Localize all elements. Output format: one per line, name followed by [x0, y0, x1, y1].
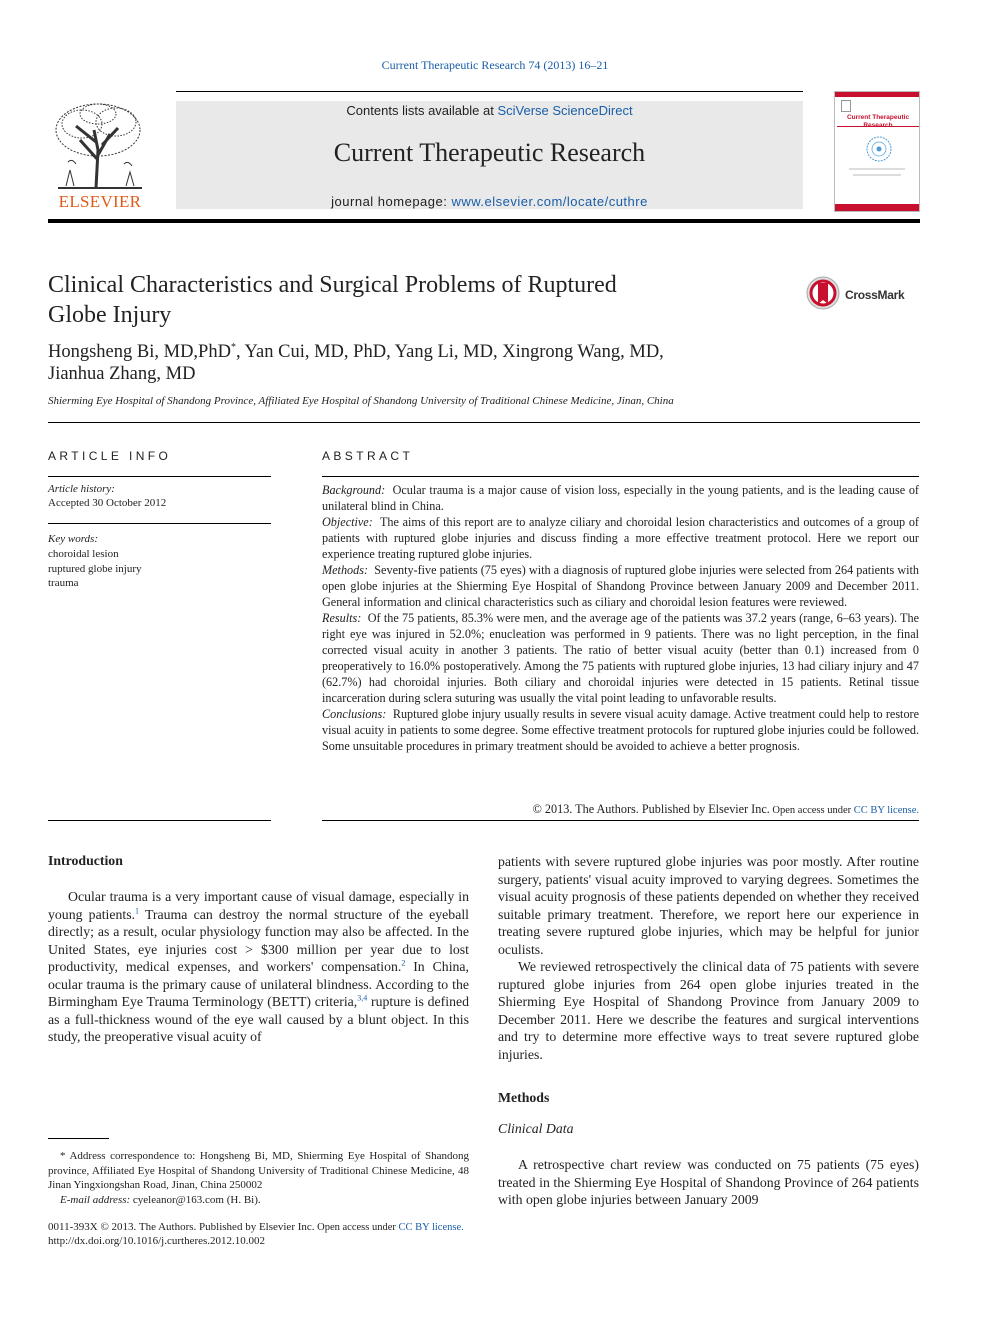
header-rule [48, 219, 920, 223]
methods-text: A retrospective chart review was conducted on 75 patients (75 eyes) treated in the Shierming Eye Hospital of Shandong Province of 264 patients with open globe injuries between January 2009 [498, 1157, 919, 1207]
email-label: E-mail address: [60, 1193, 131, 1206]
introduction-continued-text: patients with severe ruptured globe injuries was poor mostly. After routine surgery, patients' visual acuity improved to varying degrees. Sometimes the visual acuity prognosis of these patients depended on whether they received suitable primary treatment. Therefore, we report here our experience in treating severe ruptured globe injuries, which may be helpful for junior oculists. We reviewed retrospectively the clinical data of 75 patients with severe ruptured globe injuries from 264 open globe injuries treated in the Shierming Eye Hospital of Shandong Province from January 2009 to December 2011. Here we describe the features and surgical interventions and try to determine more effective ways to treat severe ruptured globe injuries. [498, 854, 919, 1062]
author-names: Jianhua Zhang, MD [48, 364, 196, 384]
keyword: trauma [48, 577, 79, 589]
crossmark-icon [806, 274, 844, 312]
title-line: Globe Injury [48, 302, 172, 328]
cover-text-line [853, 174, 901, 176]
keyword: choroidal lesion [48, 548, 119, 560]
keyword: ruptured globe injury [48, 562, 142, 575]
keywords-label: Key words: [48, 533, 99, 545]
footnote-marker: * [60, 1150, 66, 1162]
article-title [48, 270, 748, 330]
abstract-methods: Methods: Seventy-five patients (75 eyes) with a diagnosis of ruptured globe injuries were selected from 264 patients with open globe injuries at the Shierming Eye Hospital of Shandong Province between January 2009 and December 2011. General information and clinical characteristics such as ciliary and choroidal lesion features were reviewed. [322, 563, 919, 609]
author-name: Hongsheng Bi, MD,PhD [48, 342, 231, 362]
journal-cover-thumbnail[interactable] [834, 91, 920, 212]
abstract-label: Results: [322, 611, 362, 625]
corresponding-author-marker[interactable]: * [230, 341, 236, 353]
abstract-label: Background: [322, 483, 386, 497]
abstract-background: Background: Ocular trauma is a major cause of vision loss, especially in the young patients, and is the leading cause of unilateral blind in China. [322, 483, 919, 513]
header-top-line [176, 91, 803, 92]
abstract-label: Methods: [322, 563, 369, 577]
cc-by-license-link[interactable]: CC BY license. [398, 1222, 464, 1233]
cover-bottom-band [835, 204, 919, 211]
crossmark-label[interactable]: CrossMark [845, 288, 905, 302]
footnote-rule [48, 1138, 109, 1139]
cover-text-line [849, 168, 905, 170]
article-history-label: Article history: [48, 483, 115, 495]
divider [48, 476, 271, 477]
journal-homepage-line [176, 194, 803, 209]
homepage-prefix: journal homepage: [331, 194, 452, 209]
email-address[interactable]: cyeleanor@163.com (H. Bi). [130, 1193, 261, 1206]
divider [48, 523, 271, 524]
abstract-results: Results: Of the 75 patients, 85.3% were men, and the average age of the patients was 37.2 years (range, 6–63 years). The right eye was injured in 52.0%; enucleation was performed in 9 patients. There was no light perception, in the final corrected visual acuity in another 3 patients. The ratio of better visual acuity (better than 0.1) increased from 0 preoperatively to 16.0% postoperatively. Among the 75 patients with ruptured globe injuries, 13 had ciliary injury and 47 (62.7%) had choroidal injuries. Both ciliary and choroidal injuries were detected in 15 patients. Retinal tissue incarceration during sclera suturing was usually the vital point leading to unfavorable results. [322, 611, 919, 705]
open-access-emblem-icon [861, 134, 897, 164]
homepage-link[interactable]: www.elsevier.com/locate/cuthre [451, 194, 648, 209]
divider [48, 820, 271, 821]
cover-rule [837, 126, 919, 127]
cover-title: Current Therapeutic [846, 114, 910, 121]
abstract-copyright: © 2013. The Authors. Published by Elsevier Inc. Open access under CC BY license. [532, 802, 919, 816]
keywords-list [48, 547, 141, 591]
abstract-body [322, 482, 919, 754]
author-names: , Yan Cui, MD, PhD, Yang Li, MD, Xingrong Wang, MD, [235, 342, 664, 362]
abstract-heading: ABSTRACT [322, 449, 414, 463]
introduction-text: Ocular trauma is a very important cause of visual damage, especially in young patients.$^1$ Trauma can destroy the normal structure of the eyeball directly; as a result, ocular physiology function may also be affected. In the United States, eye injuries cost > $300 million per year due to lost productivity, medical expenses, and workers' compensation.$^2$ In China, ocular trauma is the primary cause of unilateral blindness. According to the Birmingham Eye Trauma Terminology (BETT) criteria,$^{3,4}$ rupture is defined as a full-thickness wound of the eye wall caused by a blunt object. In this study, the preoperative visual acuity of [48, 889, 469, 1044]
issn-copyright: 0011-393X © 2013. The Authors. Published by Elsevier Inc. Open access under CC BY license. [48, 1221, 464, 1233]
abstract-objective: Objective: The aims of this report are to analyze ciliary and choroidal lesion characteristics and outcomes of a group of patients with ruptured globe injuries and discuss finding a more effective treatment protocol. Here we report our experience treating ruptured globe injuries. [322, 515, 919, 561]
cover-mini-logo [841, 100, 851, 112]
abstract-conclusions: Conclusions: Ruptured globe injury usually results in severe visual acuity damage. Active treatment could help to restore visual acuity in patients to some degree. Some effective treatment protocols for ruptured globe injuries could be followed. Some unsuitable procedures in primary treatment should be avoided to achieve a better prognosis. [322, 707, 920, 753]
accepted-date: Accepted 30 October 2012 [48, 497, 167, 509]
methods-heading: Methods [498, 1090, 550, 1105]
title-line: Clinical Characteristics and Surgical Problems of Ruptured [48, 272, 617, 298]
reference-link[interactable]: 3,4 [357, 993, 368, 1003]
contents-available-line [176, 103, 803, 118]
elsevier-wordmark: ELSEVIER [58, 192, 142, 211]
author-list [48, 341, 788, 385]
reference-link[interactable]: 2 [401, 958, 406, 968]
tree-icon [48, 100, 152, 190]
reference-link[interactable]: 1 [135, 905, 140, 915]
journal-reference[interactable]: Current Therapeutic Research 74 (2013) 16–21 [381, 58, 609, 72]
sciencedirect-link[interactable]: SciVerse ScienceDirect [497, 103, 633, 118]
divider [322, 820, 919, 821]
affiliation: Shierming Eye Hospital of Shandong Province, Affiliated Eye Hospital of Shandong University of Traditional Chinese Medicine, Jinan, China [48, 395, 674, 407]
contents-prefix: Contents lists available at [346, 103, 498, 118]
clinical-data-heading: Clinical Data [498, 1121, 574, 1136]
abstract-label: Objective: [322, 515, 373, 529]
divider [48, 422, 920, 423]
divider [322, 476, 919, 477]
correspondence-footnote: * Address correspondence to: Hongsheng Bi, MD, Shierming Eye Hospital of Shandong province, Affiliated Eye Hospital of Shandong University of Traditional Chinese Medicine, 48 Jinan Yingxiongshan Road, Jinan, China 250002 E-mail address: cyeleanor@163.com (H. Bi). [48, 1150, 469, 1206]
cc-by-license-link[interactable]: CC BY license. [853, 805, 919, 816]
doi-link[interactable]: http://dx.doi.org/10.1016/j.curtheres.2012.10.002 [48, 1235, 266, 1247]
article-info-heading: ARTICLE INFO [48, 449, 172, 463]
cover-top-band [835, 92, 919, 97]
abstract-label: Conclusions: [322, 707, 387, 721]
journal-name: Current Therapeutic Research [333, 138, 646, 167]
introduction-heading: Introduction [48, 853, 123, 868]
